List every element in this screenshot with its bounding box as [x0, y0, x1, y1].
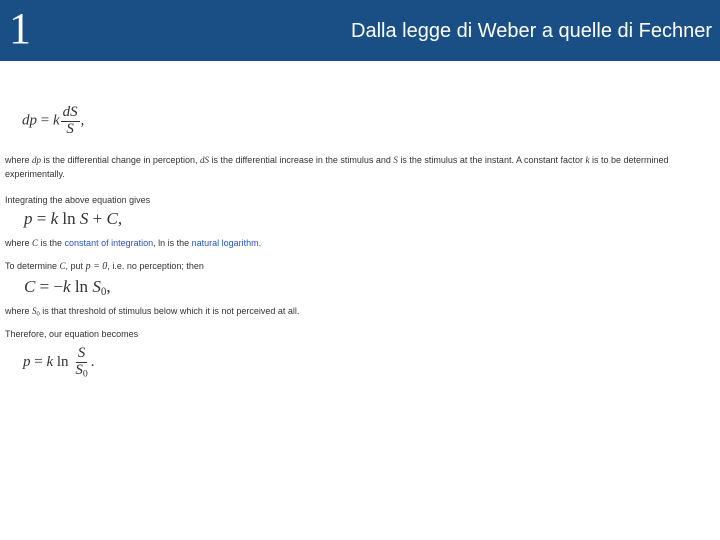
- eq4-fraction: [73, 346, 89, 379]
- paragraph-constant: [5, 236, 261, 250]
- eq2-k: k: [50, 209, 59, 228]
- eq2-p: p: [24, 209, 33, 228]
- slide-header: [0, 0, 720, 61]
- eq2-s: S: [79, 209, 89, 228]
- p3-text-a: where: [5, 238, 33, 248]
- eq4-equals: =: [30, 354, 47, 371]
- p4-text-c: , i.e. no perception; then: [107, 261, 204, 271]
- eq3-equals-minus: = −: [35, 277, 64, 296]
- p1-text-c: is the differential increase in the stimulus and: [208, 155, 394, 165]
- eq4-den-s: S: [75, 361, 83, 378]
- p3-text-c: , ln is the: [153, 238, 192, 248]
- eq3-subscript: 0: [100, 285, 107, 298]
- equation-differential: [22, 105, 84, 138]
- p1-text-e: is to be determined experimentally.: [5, 155, 669, 179]
- p4-inline-math: p = 0: [85, 261, 108, 272]
- eq4-k: k: [46, 354, 54, 371]
- paragraph-definitions: [5, 153, 710, 181]
- link-constant-of-integration[interactable]: constant of integration: [64, 238, 154, 248]
- p5-subscript: 0: [36, 311, 40, 318]
- equation-constant: [24, 277, 111, 298]
- link-natural-logarithm[interactable]: natural logarithm: [191, 238, 259, 248]
- p1-text-a: where: [5, 155, 33, 165]
- eq1-numerator: dS: [62, 104, 78, 120]
- p4-text-a: To determine: [5, 261, 60, 271]
- paragraph-integrating: Integrating the above equation gives: [5, 195, 151, 205]
- paragraph-determine: [5, 259, 204, 274]
- eq1-fraction: [61, 105, 80, 138]
- eq1-comma: ,: [80, 112, 85, 129]
- p5-text-a: where: [5, 306, 33, 316]
- p3-var-c: C: [32, 238, 39, 248]
- eq2-equals: =: [32, 209, 51, 228]
- eq2-c: C: [106, 209, 118, 228]
- p1-var-k: k: [585, 155, 590, 165]
- p4-text-b: , put: [65, 261, 86, 271]
- eq3-comma: ,: [106, 277, 111, 296]
- p5-text-b: is that threshold of stimulus below which it is not perceived at all.: [39, 306, 300, 316]
- slide-title: Dalla legge di Weber a quelle di Fechner: [351, 20, 712, 42]
- p1-var-dp: dp: [32, 155, 42, 165]
- paragraph-threshold: [5, 304, 299, 321]
- eq1-lhs: dp: [22, 112, 37, 129]
- eq1-denominator: S: [66, 120, 74, 137]
- eq3-s: S: [92, 277, 101, 296]
- eq1-k: k: [52, 112, 60, 129]
- eq4-ln: ln: [53, 354, 73, 371]
- eq4-numerator: S: [77, 345, 86, 361]
- eq4-denominator: [73, 363, 89, 380]
- p1-var-ds: dS: [199, 155, 209, 165]
- eq3-c: C: [24, 277, 36, 296]
- slide-number: 1: [9, 4, 31, 53]
- p1-var-s: S: [393, 155, 398, 165]
- eq4-p: p: [23, 354, 31, 371]
- paragraph-therefore: Therefore, our equation becomes: [5, 329, 139, 339]
- p3-text-d: .: [258, 238, 262, 248]
- eq2-plus: +: [88, 209, 107, 228]
- equation-fechner-law: [23, 346, 94, 379]
- p4-var-c: C: [59, 261, 66, 271]
- slide-content: [0, 61, 720, 540]
- eq1-equals: =: [37, 112, 53, 129]
- eq2-comma: ,: [117, 209, 123, 228]
- p3-text-b: is the: [38, 238, 65, 248]
- eq4-period: .: [90, 354, 95, 371]
- p1-text-b: is the differential change in perception,: [41, 155, 200, 165]
- eq2-ln: ln: [58, 209, 80, 228]
- eq4-den-subscript: 0: [82, 368, 88, 380]
- eq3-k: k: [63, 277, 71, 296]
- p1-text-d: is the stimulus at the instant. A constant factor: [397, 155, 586, 165]
- equation-integrated: [24, 209, 122, 229]
- eq3-ln: ln: [70, 277, 93, 296]
- p5-var-s: S: [32, 306, 37, 316]
